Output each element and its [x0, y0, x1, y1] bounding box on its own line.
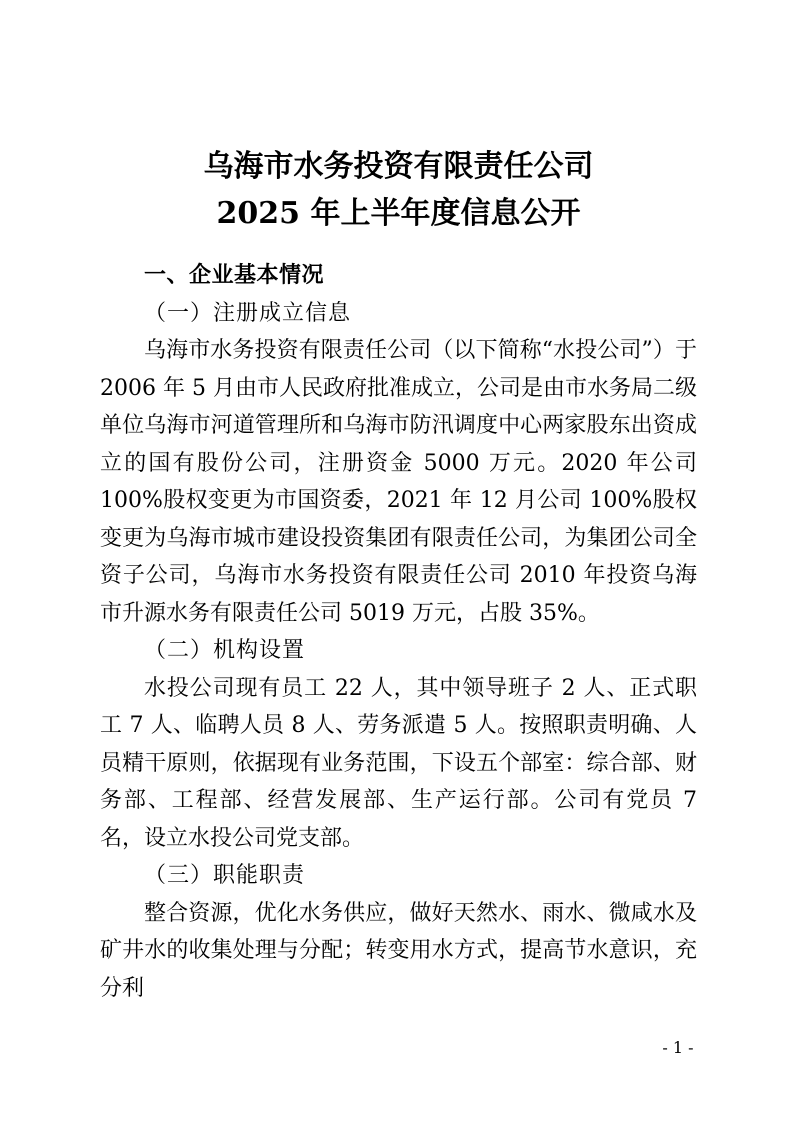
paragraph-registration: 乌海市水务投资有限责任公司（以下简称“水投公司”）于 2006 年 5 月由市人民政府批准成立，公司是由市水务局二级单位乌海市河道管理所和乌海市防汛调度中心两家股东出资成立的国有股份公司，注册资金 5000 万元。2020 年公司 100%股权变更为市国资委，2021 年 12 月公司 100%股权变更为乌海市城市建设投资集团有限责任公司，为集团公司全资子公司，乌海市水务投资有限责任公司 2010 年投资乌海市升源水务有限责任公司 5019 万元，占股 35%。 [100, 338, 697, 626]
document-body [100, 257, 697, 1007]
title-line-2: 2025 年上半年度信息公开 [216, 196, 581, 231]
subsection-heading-registration: （一）注册成立信息 [144, 300, 352, 326]
paragraph-organization: 水投公司现有员工 22 人，其中领导班子 2 人、正式职工 7 人、临聘人员 8 人、劳务派遣 5 人。按照职责明确、人员精干原则，依据现有业务范围，下设五个部室：综合部、财务部、工程部、经营发展部、生产运行部。公司有党员 7 名，设立水投公司党支部。 [100, 675, 697, 851]
title-line-1: 乌海市水务投资有限责任公司 [203, 149, 594, 184]
subsection-heading-organization: （二）机构设置 [144, 638, 306, 663]
paragraph-duties: 整合资源，优化水务供应，做好天然水、雨水、微咸水及矿井水的收集处理与分配；转变用水方式，提高节水意识，充分利 [100, 900, 697, 1001]
subsection-heading-duties: （三）职能职责 [144, 863, 306, 888]
page-number: - 1 - [662, 1038, 694, 1057]
section-heading-basic-info: 一、企业基本情况 [144, 263, 325, 288]
document-title [100, 143, 697, 237]
